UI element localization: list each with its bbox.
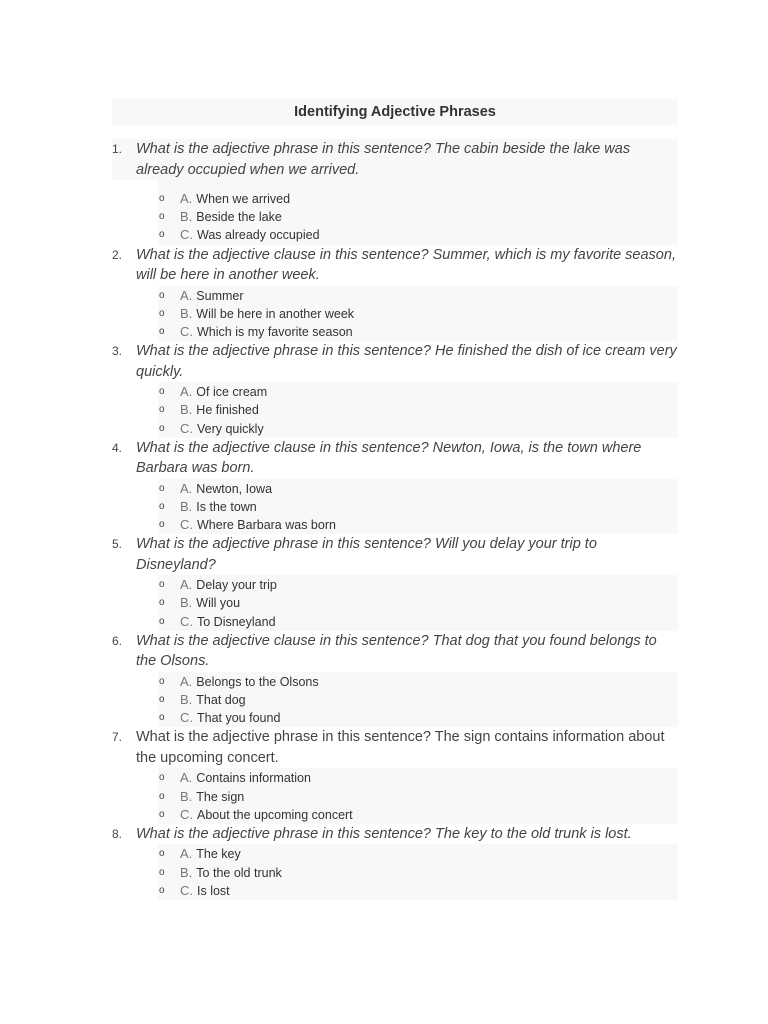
option-text: Newton, Iowa xyxy=(196,481,273,496)
hollow-bullet-icon: o xyxy=(159,211,165,223)
question-text: What is the adjective phrase in this sentence? He finished the dish of ice cream very quickly. xyxy=(136,343,677,380)
option-text: Very quickly xyxy=(197,421,264,436)
option-text: The sign xyxy=(196,789,245,804)
question-text: What is the adjective clause in this sentence? Newton, Iowa, is the town where Barbara was born. xyxy=(136,439,642,477)
option-letter: C. xyxy=(180,613,193,629)
option-letter: B. xyxy=(180,595,193,611)
question-text: What is the adjective phrase in this sentence? The key to the old trunk is lost. xyxy=(136,825,632,842)
hollow-bullet-icon: o xyxy=(159,790,165,802)
options-list xyxy=(158,479,678,535)
option-letter: A. xyxy=(180,577,193,593)
option-letter: B. xyxy=(180,864,193,880)
question-number: 3. xyxy=(112,344,123,359)
options-list xyxy=(158,180,678,245)
hollow-bullet-icon: o xyxy=(159,848,165,860)
hollow-bullet-icon: o xyxy=(159,500,165,512)
option-text: That you found xyxy=(197,711,281,726)
question-text: What is the adjective clause in this sentence? That dog that you found belongs to the Olsons. xyxy=(136,632,657,670)
option-text: Where Barbara was born xyxy=(197,518,336,533)
option-letter: C. xyxy=(180,517,193,533)
question-7 xyxy=(112,727,678,768)
option-item xyxy=(158,516,678,534)
option-item xyxy=(158,769,678,787)
option-letter: A. xyxy=(180,480,193,496)
option-letter: B. xyxy=(180,305,193,321)
options-list xyxy=(158,672,678,728)
hollow-bullet-icon: o xyxy=(159,229,165,241)
question-list xyxy=(112,139,678,900)
option-text: Is the town xyxy=(196,499,257,514)
hollow-bullet-icon: o xyxy=(159,386,165,398)
question-number: 6. xyxy=(112,633,123,648)
worksheet xyxy=(112,99,678,900)
option-letter: A. xyxy=(180,384,193,400)
options-list xyxy=(158,286,678,342)
option-text: Which is my favorite season xyxy=(197,324,353,339)
option-text: Was already occupied xyxy=(197,228,320,243)
question-1 xyxy=(112,139,678,180)
option-text: To the old trunk xyxy=(196,865,282,880)
option-item xyxy=(158,420,678,438)
hollow-bullet-icon: o xyxy=(159,325,165,337)
option-item xyxy=(158,226,678,244)
question-6 xyxy=(112,631,678,672)
option-text: Summer xyxy=(196,288,244,303)
option-letter: C. xyxy=(180,420,193,436)
option-text: Will be here in another week xyxy=(196,306,355,321)
question-text: What is the adjective phrase in this sentence? The cabin beside the lake was already occupied when we arrived. xyxy=(136,141,631,178)
option-item xyxy=(158,323,678,341)
option-letter: C. xyxy=(180,710,193,726)
option-letter: B. xyxy=(180,692,193,707)
page-title: Identifying Adjective Phrases xyxy=(112,99,678,125)
option-text: When we arrived xyxy=(196,192,291,206)
question-text: What is the adjective phrase in this sentence? Will you delay your trip to Disneyland? xyxy=(136,536,597,573)
option-letter: A. xyxy=(180,846,193,862)
option-text: Will you xyxy=(196,596,241,611)
option-item xyxy=(158,594,678,612)
hollow-bullet-icon: o xyxy=(159,675,165,687)
hollow-bullet-icon: o xyxy=(159,289,165,301)
hollow-bullet-icon: o xyxy=(159,307,165,319)
option-item xyxy=(158,498,678,516)
hollow-bullet-icon: o xyxy=(159,404,165,416)
question-text: What is the adjective phrase in this sentence? The sign contains information about the upcoming concert. xyxy=(136,729,665,766)
options-list xyxy=(158,382,678,438)
option-item xyxy=(158,806,678,824)
option-item xyxy=(158,576,678,594)
option-text: Is lost xyxy=(197,883,230,898)
option-letter: A. xyxy=(180,770,193,786)
question-number: 2. xyxy=(112,247,123,262)
hollow-bullet-icon: o xyxy=(159,694,165,705)
option-text: Belongs to the Olsons xyxy=(196,674,319,689)
question-text: What is the adjective clause in this sentence? Summer, which is my favorite season, will be here in another week. xyxy=(136,246,676,284)
question-number: 4. xyxy=(112,440,123,455)
hollow-bullet-icon: o xyxy=(159,579,165,591)
option-letter: A. xyxy=(180,191,193,206)
option-item xyxy=(158,208,678,226)
hollow-bullet-icon: o xyxy=(159,597,165,609)
options-list xyxy=(158,575,678,631)
option-letter: C. xyxy=(180,882,193,898)
option-text: To Disneyland xyxy=(197,614,276,629)
hollow-bullet-icon: o xyxy=(159,519,165,531)
question-3 xyxy=(112,341,678,382)
hollow-bullet-icon: o xyxy=(159,866,165,878)
option-item xyxy=(158,788,678,806)
option-item xyxy=(158,190,678,208)
option-letter: A. xyxy=(180,673,193,689)
hollow-bullet-icon: o xyxy=(159,712,165,724)
option-item xyxy=(158,882,678,900)
option-letter: B. xyxy=(180,402,193,418)
hollow-bullet-icon: o xyxy=(159,193,165,204)
option-text: About the upcoming concert xyxy=(197,807,353,822)
option-item xyxy=(158,401,678,419)
question-number: 1. xyxy=(112,142,123,156)
option-text: He finished xyxy=(196,403,259,418)
question-number: 7. xyxy=(112,730,123,745)
question-number: 5. xyxy=(112,537,123,552)
question-number: 8. xyxy=(112,826,123,841)
options-list xyxy=(158,844,678,900)
option-text: That dog xyxy=(196,693,246,707)
option-item xyxy=(158,613,678,631)
question-2 xyxy=(112,245,678,286)
option-item xyxy=(158,305,678,323)
option-letter: C. xyxy=(180,323,193,339)
option-item xyxy=(158,709,678,727)
hollow-bullet-icon: o xyxy=(159,482,165,494)
option-text: Of ice cream xyxy=(196,385,268,400)
option-text: Contains information xyxy=(196,771,311,786)
hollow-bullet-icon: o xyxy=(159,615,165,627)
question-4 xyxy=(112,438,678,479)
options-list xyxy=(158,768,678,824)
option-item xyxy=(158,673,678,691)
option-letter: C. xyxy=(180,227,193,243)
option-item xyxy=(158,691,678,709)
option-item xyxy=(158,383,678,401)
option-item xyxy=(158,864,678,882)
hollow-bullet-icon: o xyxy=(159,422,165,434)
option-item xyxy=(158,480,678,498)
option-letter: B. xyxy=(180,498,193,514)
option-letter: C. xyxy=(180,806,193,822)
option-text: Delay your trip xyxy=(196,578,277,593)
option-item xyxy=(158,845,678,863)
hollow-bullet-icon: o xyxy=(159,808,165,820)
option-letter: A. xyxy=(180,287,193,303)
option-item xyxy=(158,287,678,305)
hollow-bullet-icon: o xyxy=(159,884,165,896)
option-text: The key xyxy=(196,847,241,862)
question-8 xyxy=(112,824,678,845)
option-text: Beside the lake xyxy=(196,210,282,225)
question-5 xyxy=(112,534,678,575)
option-letter: B. xyxy=(180,209,193,225)
option-letter: B. xyxy=(180,788,193,804)
hollow-bullet-icon: o xyxy=(159,772,165,784)
